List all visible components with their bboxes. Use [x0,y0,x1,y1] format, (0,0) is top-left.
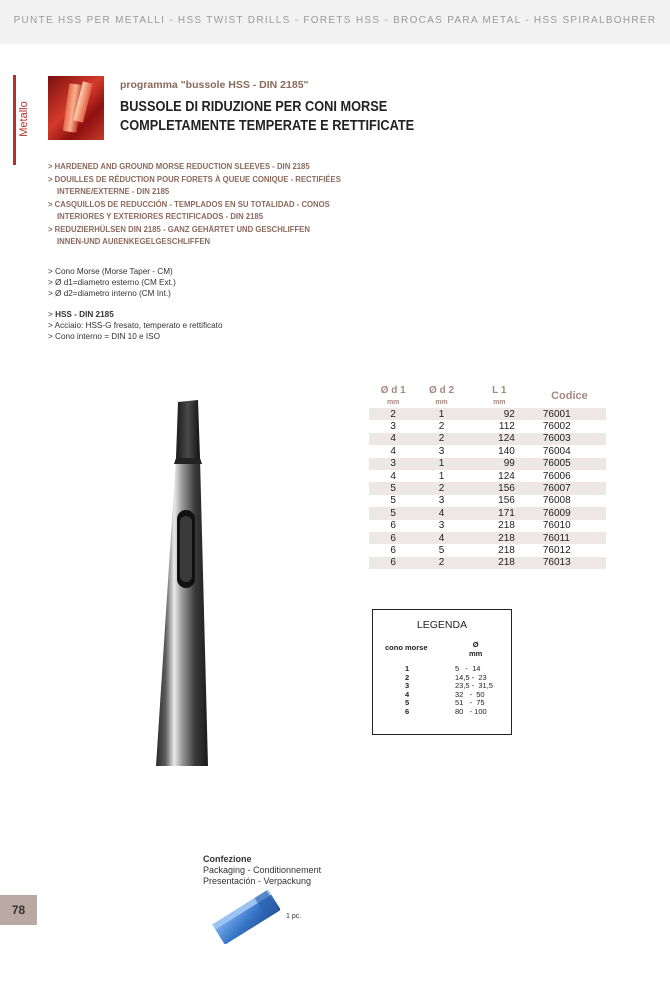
packaging-line: Presentación - Verpackung [203,876,312,886]
reduction-sleeve-image [150,398,230,768]
legend-col2-header [469,640,482,658]
cell-codice: 76005 [542,458,571,470]
cell-codice: 76013 [542,557,571,569]
legend-row [373,691,511,700]
legend-row [373,682,511,691]
cell-d1: 6 [390,532,396,544]
title-line-2: COMPLETAMENTE TEMPERATE E RETTIFICATE [120,118,415,134]
legend-taper: 4 [405,689,410,699]
legend-range: 32 - 50 [455,689,485,699]
packaging-info [203,854,321,887]
cell-d1: 3 [390,421,396,433]
cell-d2: 2 [438,483,445,495]
translation-line: INTERNE/EXTERNE - DIN 2185 [57,186,170,196]
cell-codice: 76009 [542,507,571,519]
translations-list [48,160,341,248]
legend-range: 5 - 14 [455,664,481,673]
translation-line: > DOUILLES DE RÉDUCTION POUR FORETS À QUEUE CONIQUE - RECTIFIÉES [48,173,341,184]
page-title [120,98,414,136]
title-line-1: BUSSOLE DI RIDUZIONE PER CONI MORSE [120,99,388,115]
cell-d2: 2 [438,421,445,433]
table-header-row [369,384,606,397]
translation-line: > REDUZIERHÜLSEN DIN 2185 - GANZ GEHÄRTET UND GESCHLIFFEN [48,223,310,234]
cell-d2: 1 [438,470,445,482]
cell-d2: 3 [438,495,445,507]
note-line: > Ø d2=diametro interno (CM Int.) [48,289,171,298]
unit-label: mm [386,399,400,406]
cell-l1: 112 [498,421,515,433]
material-line: > Acciaio: HSS-G fresato, temperato e rettificato [48,321,223,330]
legend-box [372,609,512,735]
cell-d1: 2 [390,408,396,420]
material-notes [48,309,223,342]
cell-d2: 3 [438,445,445,457]
notes-list [48,266,176,299]
cell-codice: 76012 [542,544,571,556]
top-header-bar [0,0,670,44]
legend-range: 14,5 - 23 [455,672,487,682]
legend-taper: 1 [405,664,410,673]
cell-d1: 3 [390,458,396,470]
legend-row [373,708,511,717]
cell-codice: 76004 [542,445,571,457]
cell-l1: 218 [498,557,515,569]
unit-label: mm [469,649,483,658]
package-box-icon [212,887,282,949]
dimensions-table [369,384,606,569]
unit-label: mm [435,399,448,406]
cell-d1: 5 [390,507,396,519]
table-row [369,482,606,494]
table-row [369,557,606,569]
cell-d1: 6 [390,544,396,556]
legend-range: 80 - 100 [455,706,487,716]
legend-taper: 2 [405,672,410,682]
col-l1-header: L 1 [492,385,507,396]
material-line: > Cono interno = DIN 10 e ISO [48,332,160,341]
section-label: Metallo [18,101,30,137]
cell-l1: 99 [503,458,515,470]
cell-codice: 76011 [542,532,570,544]
legend-range: 23,5 - 31,5 [455,681,493,691]
cell-d2: 4 [438,507,445,519]
cell-l1: 218 [498,520,515,532]
table-row [369,532,606,544]
note-line: > Ø d1=diametro esterno (CM Ext.) [48,278,176,287]
cell-l1: 140 [498,445,515,457]
translation-line: INNEN-UND AUßENKEGELGESCHLIFFEN [57,236,211,246]
legend-taper: 3 [405,681,410,691]
cell-codice: 76006 [542,470,571,482]
cell-codice: 76002 [542,421,571,433]
cell-d1: 5 [390,483,396,495]
legend-range: 51 - 75 [455,698,485,708]
header-text: PUNTE HSS PER METALLI - HSS TWIST DRILLS - FORETS HSS - BROCAS PARA METAL - HSS SPIRALBOHRER [13,15,657,26]
cell-d1: 4 [390,470,396,482]
table-row [369,408,606,420]
table-row [369,433,606,445]
cell-codice: 76001 [542,408,571,420]
table-row [369,520,606,532]
packaging-line: Packaging - Conditionnement [203,865,322,875]
table-row [369,470,606,482]
cell-d1: 4 [390,445,396,457]
legend-rows [373,665,511,717]
cell-codice: 76003 [542,433,571,445]
translation-line: INTERIORES Y EXTERIORES RECTIFICADOS - DIN 2185 [57,211,264,221]
legend-row [373,699,511,708]
col-d1-header: Ø d 1 [380,385,406,396]
program-logo [48,76,104,140]
cell-l1: 171 [498,507,515,519]
cell-l1: 124 [498,433,515,445]
translation-line: > CASQUILLOS DE REDUCCIÓN - TEMPLADOS EN SU TOTALIDAD - CONOS [48,198,330,209]
cell-d2: 3 [438,520,445,532]
cell-d2: 2 [438,557,445,569]
table-row [369,445,606,457]
legend-taper: 5 [405,698,410,708]
cell-codice: 76007 [542,483,571,495]
cell-l1: 156 [498,483,515,495]
cell-d2: 4 [438,532,445,544]
legend-col1-header: cono morse [385,643,428,652]
cell-l1: 218 [498,544,515,556]
material-standard: HSS - DIN 2185 [55,310,114,319]
page-number-tab [0,895,37,925]
material-heading [48,309,223,320]
package-quantity: 1 pc. [286,913,302,920]
table-row [369,420,606,432]
program-subtitle: programma "bussole HSS - DIN 2185" [120,79,309,91]
legend-title: LEGENDA [416,619,468,631]
packaging-heading: Confezione [203,854,252,864]
table-row [369,458,606,470]
table-row [369,507,606,519]
cell-l1: 156 [498,495,515,507]
cell-l1: 218 [498,532,515,544]
side-accent-bar [13,75,16,165]
page-number: 78 [11,903,26,917]
cell-d1: 5 [390,495,396,507]
translation-line: > HARDENED AND GROUND MORSE REDUCTION SLEEVES - DIN 2185 [48,161,310,171]
table-row [369,495,606,507]
diameter-symbol: Ø [472,640,479,649]
cell-d2: 5 [438,544,445,556]
cell-l1: 124 [498,470,515,482]
cell-codice: 76010 [542,520,571,532]
cell-d1: 6 [390,520,396,532]
cell-d1: 6 [390,557,396,569]
unit-label: mm [493,399,506,406]
cell-d1: 4 [390,433,396,445]
col-d2-header: Ø d 2 [429,385,455,396]
cell-codice: 76008 [542,495,571,507]
cell-d2: 1 [438,408,445,420]
col-codice-header: Codice [551,390,588,402]
note-line: > Cono Morse (Morse Taper - CM) [48,267,173,276]
bullet: > [48,310,56,319]
legend-taper: 6 [405,706,410,716]
cell-l1: 92 [503,408,515,420]
legend-row [373,665,511,674]
cell-d2: 2 [438,433,445,445]
cell-d2: 1 [438,458,445,470]
table-row [369,544,606,556]
